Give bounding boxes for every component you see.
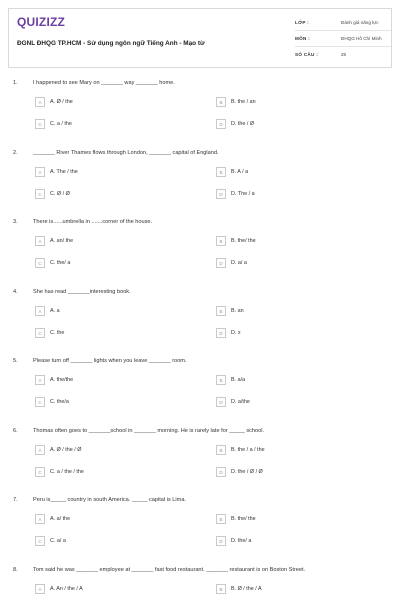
option-text: C. a/ a — [50, 538, 66, 544]
meta-value: ĐHQG Hồ Chí Minh — [341, 36, 382, 41]
meta-label: LỚP : — [295, 20, 310, 25]
option-letter-box: C — [35, 328, 45, 338]
option-letter-box: D — [216, 467, 226, 477]
option-text: B. the/ the — [231, 516, 256, 522]
answer-option-a[interactable] — [35, 375, 185, 387]
option-letter-box: A — [35, 445, 45, 455]
option-text: C. a / the — [50, 121, 72, 127]
option-text: D. the/ a — [231, 538, 252, 544]
answer-option-a[interactable] — [35, 236, 185, 248]
option-text: B. A / a — [231, 168, 249, 175]
option-text: D. the / Ø — [231, 121, 255, 127]
option-letter-box: D — [216, 397, 226, 407]
option-text: A. Ø / the / Ø — [50, 446, 82, 453]
question-text: There is......umbrella in .......corner of the house. — [33, 219, 153, 225]
answer-option-d[interactable] — [216, 397, 366, 409]
question-item — [0, 497, 400, 563]
option-letter-box: B — [216, 584, 226, 594]
answer-option-d[interactable] — [216, 258, 366, 270]
question-number: 4. — [13, 288, 18, 295]
meta-value: Đánh giá năng lực — [341, 20, 379, 25]
option-text: C. the — [50, 329, 65, 336]
question-number: 6. — [13, 427, 18, 434]
option-letter-box: A — [35, 514, 45, 524]
question-number: 3. — [13, 219, 18, 225]
option-text: B. an — [231, 307, 244, 314]
meta-row-question-count — [295, 47, 391, 62]
option-letter-box: D — [216, 258, 226, 268]
option-text: A. an/ the — [50, 238, 74, 244]
option-letter-box: C — [35, 258, 45, 268]
answer-option-b[interactable] — [216, 445, 366, 457]
question-number: 7. — [13, 497, 18, 503]
option-text: B. a/a — [231, 377, 246, 383]
option-letter-box: B — [216, 167, 226, 177]
option-letter-box: B — [216, 306, 226, 316]
answer-option-a[interactable] — [35, 306, 185, 318]
answer-option-c[interactable] — [35, 397, 185, 409]
question-number: 1. — [13, 80, 18, 86]
option-text: B. Ø / the / A — [231, 585, 262, 592]
option-letter-box: D — [216, 189, 226, 199]
question-item — [0, 219, 400, 285]
option-letter-box: B — [216, 97, 226, 107]
option-text: C. a / the / the — [50, 468, 84, 475]
answer-option-b[interactable] — [216, 584, 366, 596]
option-text: C. the/ a — [50, 260, 71, 266]
question-item — [0, 80, 400, 146]
quizizz-logo: QUIZIZZ — [17, 15, 66, 29]
question-item — [0, 358, 400, 424]
answer-option-c[interactable] — [35, 328, 185, 340]
option-text: C. Ø / Ø — [50, 190, 70, 197]
option-text: C. the/a — [50, 399, 69, 405]
question-item — [0, 289, 400, 355]
option-letter-box: C — [35, 119, 45, 129]
question-text: Thomas often goes to _______school in _______ morning. He is rarely late for _____ school. — [33, 427, 265, 434]
question-number: 2. — [13, 149, 18, 156]
answer-option-d[interactable] — [216, 536, 366, 548]
option-letter-box: C — [35, 189, 45, 199]
answer-option-b[interactable] — [216, 306, 366, 318]
option-text: A. a/ the — [50, 516, 71, 522]
option-text: A. the/the — [50, 377, 74, 383]
answer-option-b[interactable] — [216, 236, 366, 248]
meta-label: MÔN : — [295, 36, 311, 41]
option-text: A. The / the — [50, 168, 78, 175]
meta-table — [295, 15, 391, 62]
option-letter-box: B — [216, 236, 226, 246]
answer-option-c[interactable] — [35, 189, 185, 201]
answer-option-b[interactable] — [216, 97, 366, 109]
question-text: Peru is_____ country in south America. _____ capital is Lima. — [33, 497, 186, 503]
option-text: A. An / the / A — [50, 585, 83, 592]
answer-option-d[interactable] — [216, 119, 366, 131]
option-letter-box: D — [216, 328, 226, 338]
answer-option-a[interactable] — [35, 167, 185, 179]
option-letter-box: A — [35, 306, 45, 316]
question-text: Please turn off _______ lights when you leave _______ room. — [33, 358, 187, 364]
option-letter-box: D — [216, 536, 226, 546]
answer-option-a[interactable] — [35, 584, 185, 596]
option-text: D. a/the — [231, 399, 250, 405]
option-text: D. The / a — [231, 190, 255, 197]
answer-option-b[interactable] — [216, 514, 366, 526]
question-item — [0, 567, 400, 600]
answer-option-c[interactable] — [35, 536, 185, 548]
answer-option-c[interactable] — [35, 119, 185, 131]
option-letter-box: C — [35, 397, 45, 407]
option-text: A. Ø / the — [50, 99, 73, 105]
option-letter-box: A — [35, 167, 45, 177]
question-text: She has read _______interesting book. — [33, 288, 131, 295]
answer-option-d[interactable] — [216, 189, 366, 201]
option-letter-box: D — [216, 119, 226, 129]
option-text: B. the/ the — [231, 238, 256, 244]
answer-option-c[interactable] — [35, 258, 185, 270]
option-text: D. the / Ø / Ø — [231, 468, 263, 475]
option-text: A. a — [50, 307, 60, 314]
option-letter-box: A — [35, 97, 45, 107]
option-letter-box: A — [35, 375, 45, 385]
option-letter-box: A — [35, 584, 45, 594]
option-letter-box: B — [216, 445, 226, 455]
option-text: D. x — [231, 329, 241, 336]
question-item — [0, 150, 400, 216]
worksheet-title: ĐGNL ĐHQG TP.HCM - Sử dụng ngôn ngữ Tiếng Anh - Mạo từ — [17, 40, 205, 47]
meta-label: SỐ CÂU : — [295, 52, 319, 57]
meta-row-subject — [295, 31, 391, 47]
option-text: D. a/ a — [231, 260, 247, 266]
option-letter-box: A — [35, 236, 45, 246]
question-number: 5. — [13, 358, 18, 364]
question-text: _______ River Thames flows through London, _______ capital of England. — [33, 149, 219, 156]
answer-option-a[interactable] — [35, 97, 185, 109]
answer-option-a[interactable] — [35, 514, 185, 526]
question-text: Tom said he was _______ employee at _______ fast food restaurant. _______ restaurant is on Boston Street. — [33, 566, 306, 573]
answer-option-d[interactable] — [216, 467, 366, 479]
option-text: B. the / an — [231, 99, 256, 105]
worksheet-header — [8, 8, 392, 68]
answer-option-c[interactable] — [35, 467, 185, 479]
meta-value: 25 — [341, 52, 347, 57]
answer-option-d[interactable] — [216, 328, 366, 340]
answer-option-b[interactable] — [216, 375, 366, 387]
answer-option-a[interactable] — [35, 445, 185, 457]
option-text: B. the / a / the — [231, 446, 265, 453]
meta-row-class — [295, 15, 391, 31]
question-number: 8. — [13, 566, 18, 573]
question-text: I happened to see Mary on _______ way _______ home. — [33, 80, 175, 86]
option-letter-box: B — [216, 375, 226, 385]
question-item — [0, 428, 400, 494]
option-letter-box: B — [216, 514, 226, 524]
answer-option-b[interactable] — [216, 167, 366, 179]
option-letter-box: C — [35, 467, 45, 477]
option-letter-box: C — [35, 536, 45, 546]
